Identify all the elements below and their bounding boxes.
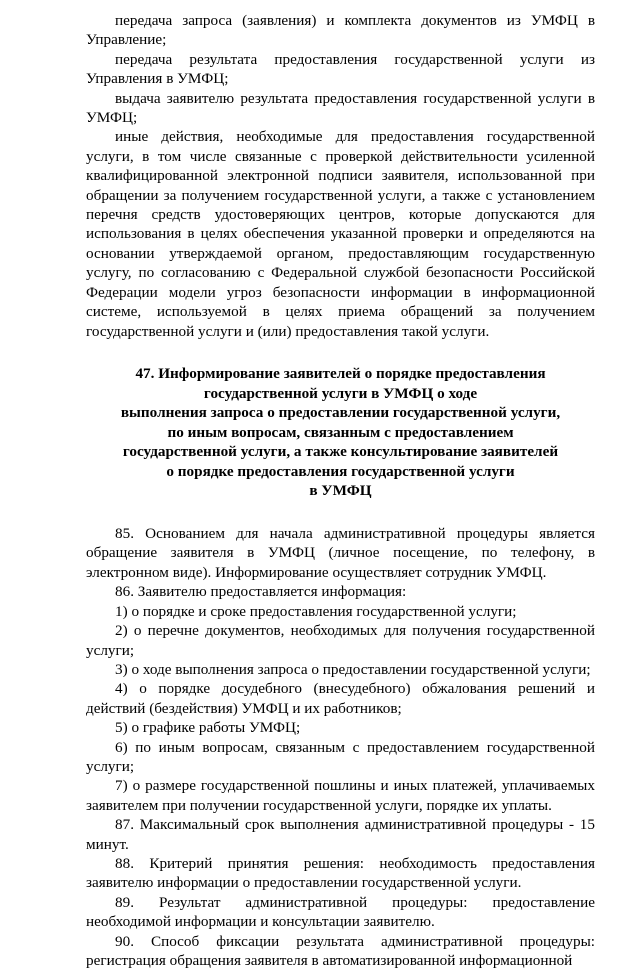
paragraph: иные действия, необходимые для предоставления государственной услуги, в том числе связанные с проверкой действительности усиленной квалифицированной электронной подписи заявителя, использованной при обращении за получением государственной услуги, а также с установлением перечня средств удостоверяющих центров, которые допускаются для использования в целях обеспечения указанной проверки и определяются на основании утверждаемой органом, предоставляющим государственную услугу, по согласованию с Федеральной службой безопасности Российской Федерации модели угроз безопасности информации в информационной системе, используемой в целях приема обращений за получением государственной услуги и (или) предоставления такой услуги. (86, 128, 595, 340)
paragraph: 5) о графике работы УМФЦ; (115, 719, 301, 737)
paragraph: 88. Критерий принятия решения: необходимость предоставления заявителю информации о предоставлении государственной услуги. (86, 854, 595, 892)
paragraph: выдача заявителю результата предоставления государственной услуги в УМФЦ; (86, 89, 595, 127)
paragraph: 85. Основанием для начала административной процедуры является обращение заявителя в УМФЦ (личное посещение, по телефону, в электронном виде). Информирование осуществляет сотрудник УМФЦ. (86, 525, 595, 581)
paragraph: 6) по иным вопросам, связанным с предоставлением государственной услуги; (86, 738, 595, 775)
heading-line: 47. Информирование заявителей о порядке предоставления (135, 364, 546, 382)
heading-line: в УМФЦ (309, 482, 372, 500)
paragraph: 87. Максимальный срок выполнения административной процедуры - 15 минут. (86, 816, 595, 853)
paragraph: 4) о порядке досудебного (внесудебного) обжалования решений и действий (бездействия) УМФЦ и их работников; (86, 680, 595, 717)
paragraph: 1) о порядке и сроке предоставления государственной услуги; (115, 602, 517, 620)
paragraph: 90. Способ фиксации результата административной процедуры: регистрация обращения заявителя в автоматизированной информационной (86, 932, 595, 969)
heading-line: государственной услуги, а также консультирование заявителей (122, 443, 559, 461)
section-heading (86, 364, 595, 501)
top-paragraphs (86, 11, 595, 341)
paragraph: 86. Заявителю предоставляется информация: (115, 583, 407, 601)
heading-line: по иным вопросам, связанным с предоставлением (167, 423, 514, 441)
heading-line: выполнения запроса о предоставлении государственной услуги, (120, 404, 561, 422)
bottom-paragraphs (86, 524, 595, 970)
paragraph: передача запроса (заявления) и комплекта документов из УМФЦ в Управление; (86, 12, 595, 49)
paragraph: 2) о перечне документов, необходимых для получения государственной услуги; (86, 622, 595, 659)
heading-line: государственной услуги в УМФЦ о ходе (203, 384, 478, 402)
paragraph: 3) о ходе выполнения запроса о предоставлении государственной услуги; (115, 660, 591, 678)
paragraph: передача результата предоставления государственной услуги из Управления в УМФЦ; (86, 50, 595, 88)
paragraph: 89. Результат административной процедуры: предоставление необходимой информации и консультации заявителю. (86, 893, 595, 931)
paragraph: 7) о размере государственной пошлины и иных платежей, уплачиваемых заявителем при получении государственной услуги, порядке их уплаты. (86, 777, 595, 814)
heading-line: о порядке предоставления государственной услуги (166, 462, 515, 480)
